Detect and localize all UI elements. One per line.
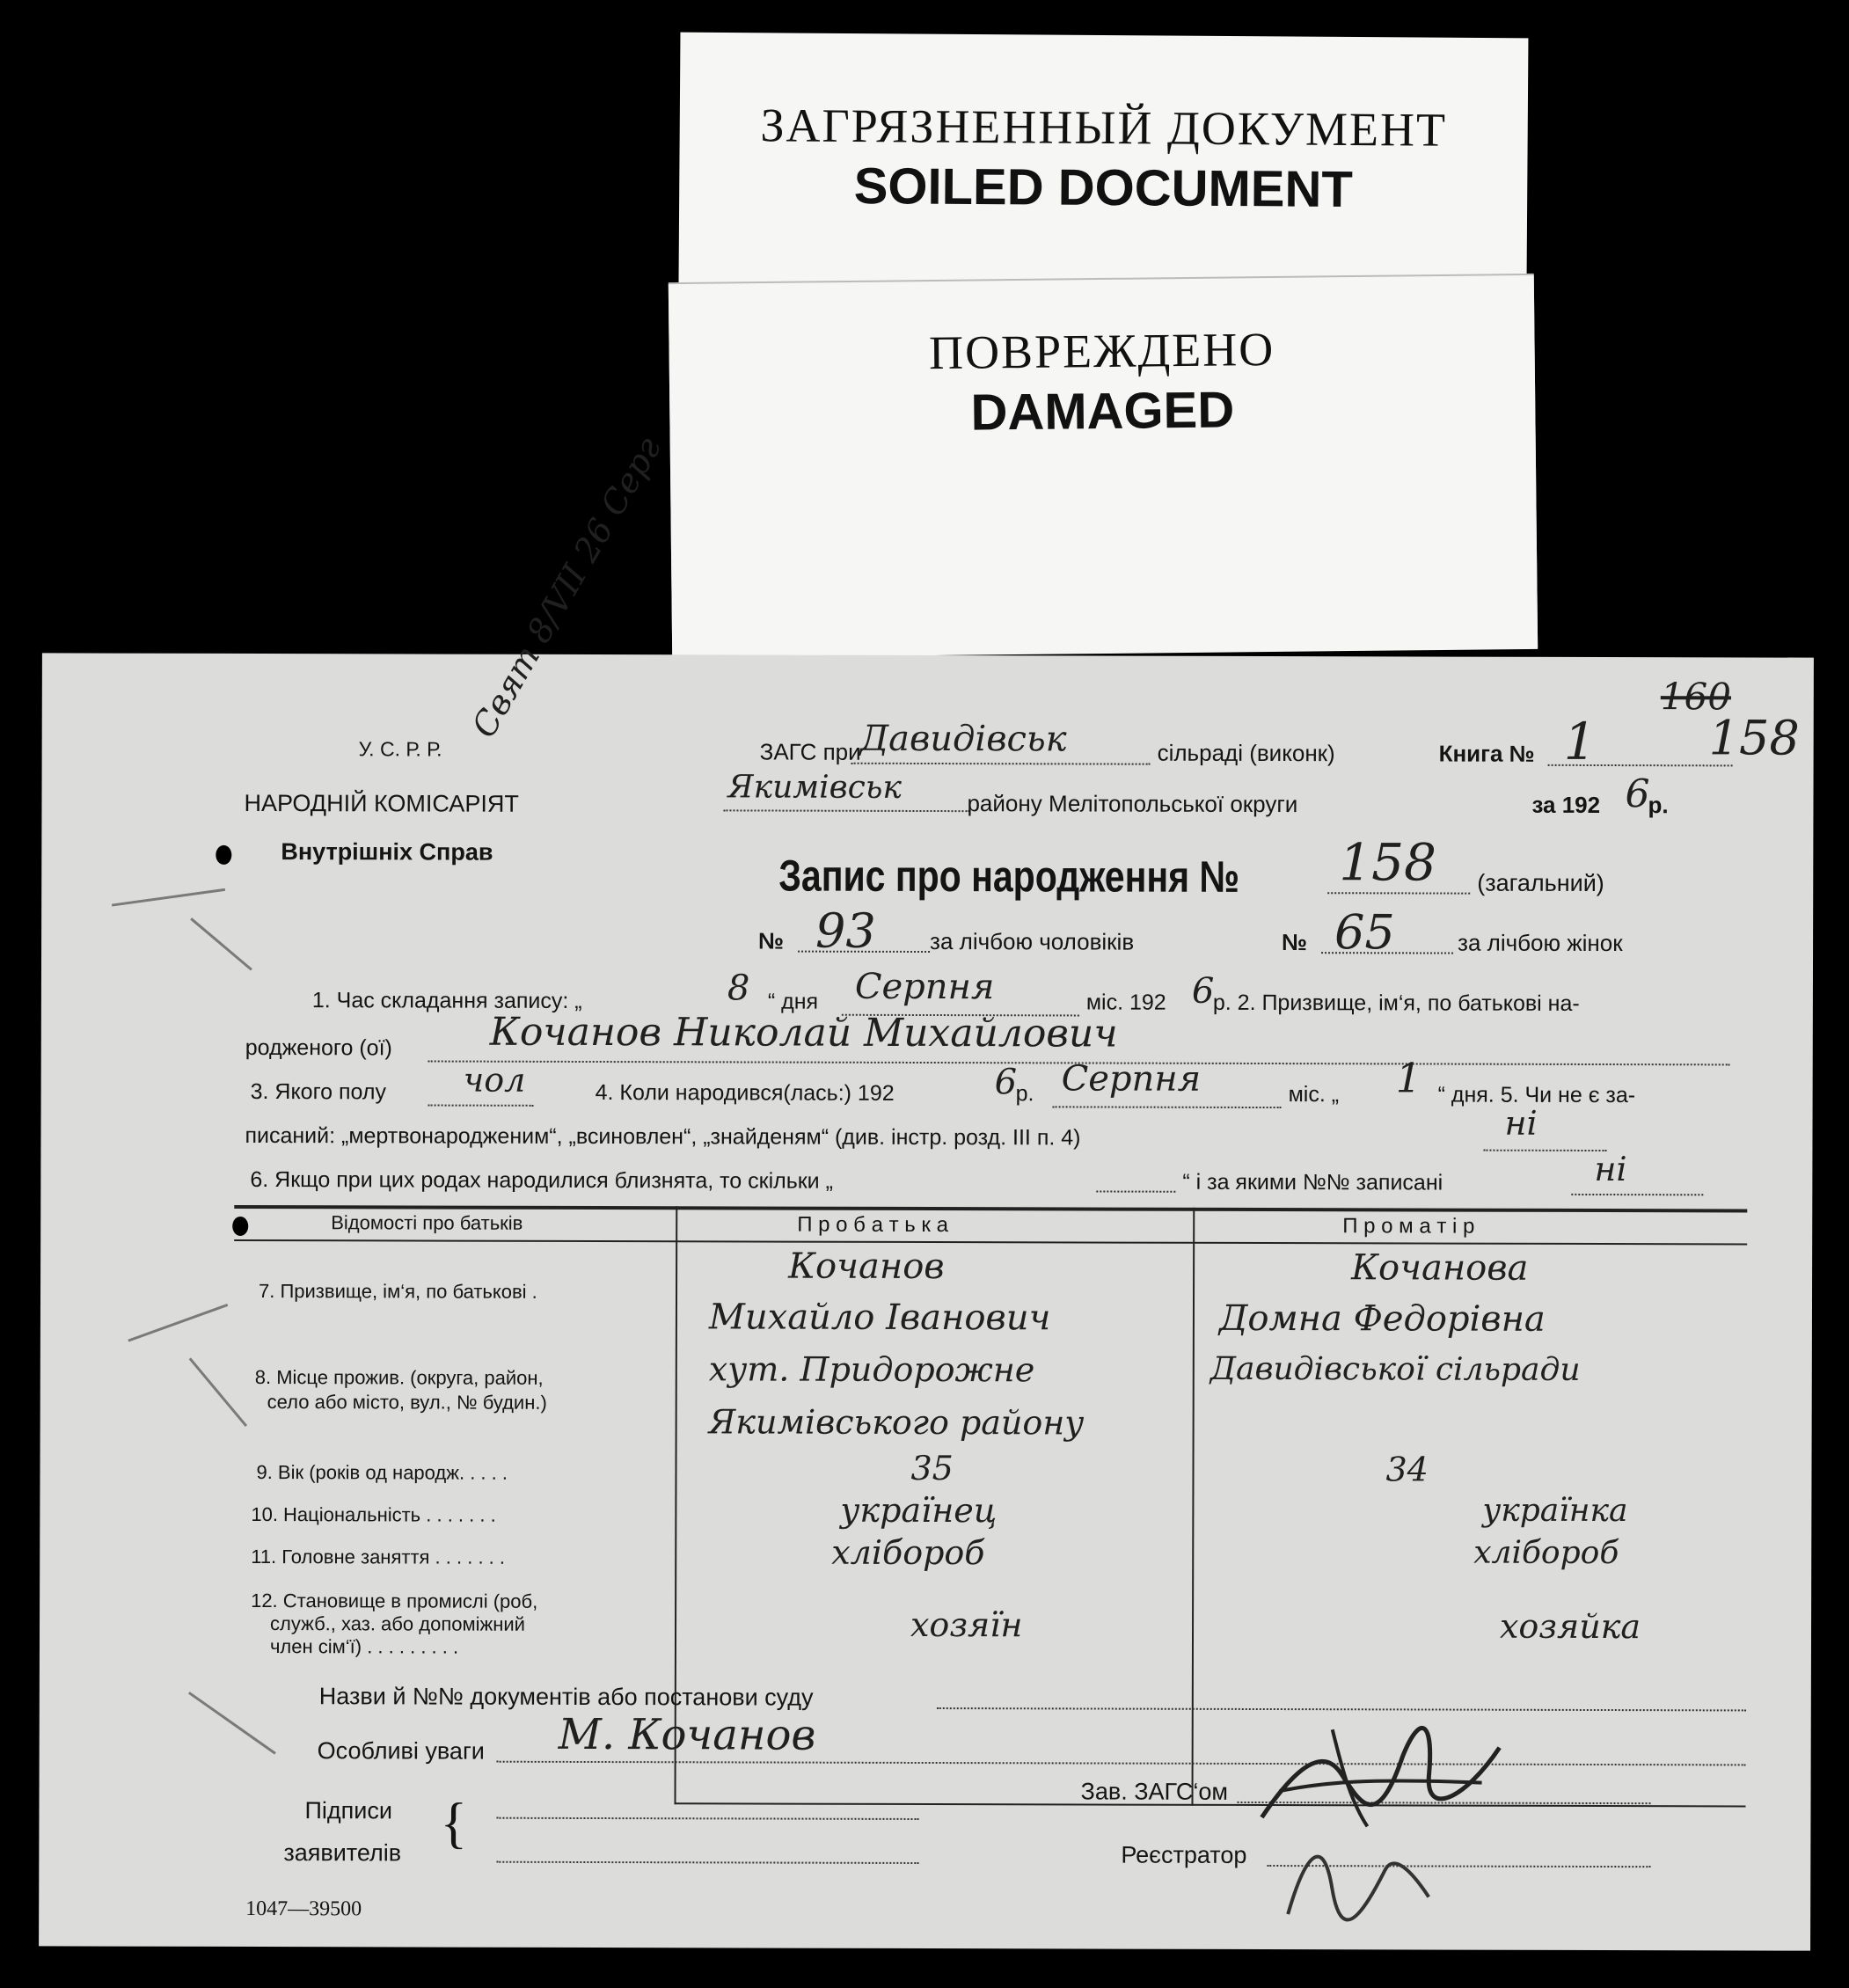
row-8-label-2: село або місто, вул., № будин.) <box>267 1391 547 1414</box>
field-4-month: Серпня <box>1061 1058 1202 1100</box>
field-1-label: 1. Час складання запису: „ <box>311 988 582 1013</box>
row-8-label: 8. Місце прожив. (округа, район, <box>254 1366 544 1389</box>
book-label: Книга № <box>1438 740 1535 767</box>
row-10-label: 10. Національність . . . . . . . <box>251 1502 496 1526</box>
signatures-label-2: заявителів <box>283 1839 402 1867</box>
record-number-line <box>1327 892 1470 894</box>
paper-tear <box>190 917 252 970</box>
field-5-label: “ дня. 5. Чи не є за- <box>1437 1082 1636 1108</box>
father-nationality: українец <box>840 1490 998 1531</box>
field-1-year-digit: 6 <box>1191 970 1215 1012</box>
village-line <box>851 763 1151 765</box>
field-1-day-label: “ дня <box>767 989 819 1014</box>
signature-line-2 <box>496 1861 918 1864</box>
village-value: Давидівськ <box>859 718 1067 760</box>
father-name: Михайло Іванович <box>708 1297 1051 1339</box>
father-status: хозяїн <box>910 1604 1023 1645</box>
row-12-label-2: служб., хаз. або допоміжний <box>270 1612 525 1635</box>
notes-label: Особливі уваги <box>317 1737 485 1765</box>
paper-tear <box>189 1357 247 1427</box>
year-digit: 6 <box>1625 771 1650 817</box>
village-council-label: сільраді (виконк) <box>1157 739 1335 767</box>
mother-surname: Кочанова <box>1351 1247 1529 1289</box>
table-header-rule <box>234 1239 1747 1246</box>
male-count-number: 93 <box>815 903 876 959</box>
field-4-label: 4. Коли народився(лась:) 192 <box>595 1080 895 1106</box>
female-count-prefix: № <box>1282 929 1308 956</box>
punch-hole <box>216 845 231 865</box>
mother-age: 34 <box>1385 1450 1429 1489</box>
field-6-count-line <box>1096 1191 1175 1193</box>
field-3-label: 3. Якого полу <box>250 1078 387 1105</box>
book-fraction-top: 160 <box>1660 675 1732 719</box>
field-6-label: 6. Якщо при цих родах народилися близнята, то скільки „ <box>250 1166 833 1194</box>
punch-hole <box>232 1217 248 1236</box>
commissariat-label: НАРОДНІЙ КОМІСАРІЯТ <box>244 789 519 817</box>
col-father-header: П р о б а т ь к а <box>797 1212 948 1238</box>
father-residence-2: Якимівського району <box>708 1402 1085 1443</box>
damaged-label-en: DAMAGED <box>970 381 1235 442</box>
row-11-label: 11. Головне заняття . . . . . . . <box>251 1545 506 1568</box>
year-label: за 192 <box>1531 791 1601 819</box>
field-1-month: Серпня <box>854 966 995 1008</box>
female-count-number: 65 <box>1334 904 1395 961</box>
notes-value: М. Кочанов <box>558 1709 816 1760</box>
district-value: Якимівськ <box>727 769 902 806</box>
female-count-line <box>1321 952 1453 954</box>
field-4-month-line <box>1053 1106 1282 1108</box>
male-count-prefix: № <box>758 927 785 954</box>
paper-tear <box>112 888 225 907</box>
documents-label: Назви й №№ документів або постанови суду <box>318 1683 814 1711</box>
registrar-label: Реєстратор <box>1121 1841 1247 1868</box>
father-occupation: хлібороб <box>831 1532 985 1573</box>
field-2-value: Кочанов Николай Михайлович <box>489 1009 1118 1056</box>
signatures-label-1: Підписи <box>304 1797 392 1824</box>
row-12-label-3: член сім‘ї) . . . . . . . . . <box>269 1635 459 1658</box>
col-info-header: Відомості про батьків <box>331 1211 523 1234</box>
book-number: 1 <box>1563 711 1597 771</box>
damaged-label-ru: ПОВРЕЖДЕНО <box>928 322 1275 380</box>
field-5-value: ні <box>1504 1103 1538 1143</box>
female-count-label: за лічбою жінок <box>1458 929 1623 957</box>
male-count-label: за лічбою чоловіків <box>930 928 1135 955</box>
book-fraction-bottom: 158 <box>1708 710 1800 766</box>
field-4-day-label: міс. „ <box>1288 1082 1340 1107</box>
mother-occupation: хлібороб <box>1473 1534 1619 1572</box>
paper-tear <box>128 1304 228 1342</box>
field-1-year: міс. 192 <box>1085 990 1166 1015</box>
field-5-label-2: писаний: „мертвонародженим“, „всиновлен“, „знайденям“ (див. інстр. розд. III п. 4) <box>245 1122 1081 1151</box>
field-4-year-suffix: р. <box>1015 1081 1034 1107</box>
zags-at-label: ЗАГС при <box>759 738 861 765</box>
father-surname: Кочанов <box>788 1246 945 1288</box>
col-mother-header: П р о м а т і р <box>1342 1214 1475 1239</box>
head-label: Зав. ЗАГС‘ом <box>1080 1778 1229 1805</box>
father-residence: хут. Придорожне <box>708 1349 1035 1390</box>
mother-status: хозяйка <box>1499 1606 1641 1647</box>
male-count-line <box>798 951 930 953</box>
field-4-day: 1 <box>1395 1054 1422 1102</box>
field-6-label-2: “ і за якими №№ записані <box>1182 1169 1443 1195</box>
row-12-label: 12. Становище в промислі (роб, <box>251 1589 538 1612</box>
mother-nationality: українка <box>1482 1492 1628 1530</box>
field-3-line <box>428 1105 534 1107</box>
row-7-label: 7. Призвище, ім‘я, по батькові . <box>258 1280 537 1303</box>
internal-affairs-label: Внутрішніх Справ <box>281 838 493 866</box>
record-general-label: (загальний) <box>1477 869 1604 897</box>
father-age: 35 <box>910 1448 954 1488</box>
registrar-signature <box>1270 1817 1446 1941</box>
field-6-line <box>1571 1194 1703 1195</box>
district-line <box>723 809 969 812</box>
field-4-year-digit: 6 <box>994 1062 1018 1103</box>
field-1-year-suffix: р. 2. Призвище, ім‘я, по батькові на- <box>1212 990 1580 1016</box>
mother-residence: Давидівської сільради <box>1210 1350 1581 1388</box>
district-label: району Мелітопольської округи <box>967 790 1298 818</box>
birth-record-form <box>39 430 1814 1950</box>
field-1-day: 8 <box>727 968 750 1009</box>
usrr-label: У. С. Р. Р. <box>358 737 442 761</box>
soiled-label-ru: ЗАГРЯЗНЕННЫЙ ДОКУМЕНТ <box>760 99 1448 157</box>
notes-line <box>497 1761 1746 1766</box>
field-5-line <box>1483 1150 1606 1151</box>
field-2-label: родженого (ої) <box>245 1034 392 1061</box>
field-6-value: ні <box>1594 1149 1627 1189</box>
paper-tear <box>188 1692 276 1755</box>
record-title: Запис про народження № <box>778 851 1240 902</box>
mother-name: Домна Федорівна <box>1218 1297 1546 1340</box>
field-3-value: чол <box>463 1060 526 1100</box>
table-col-divider-2 <box>1192 1208 1195 1806</box>
signature-line-1 <box>496 1817 918 1820</box>
row-9-label: 9. Вік (років од народж. . . . . <box>256 1461 508 1484</box>
marginal-handwritten-note: Свят 8/VII 26 Серг <box>464 430 669 744</box>
damaged-document-card <box>669 275 1538 658</box>
year-suffix: р. <box>1648 792 1669 819</box>
soiled-label-en: SOILED DOCUMENT <box>853 157 1354 218</box>
signatures-brace: { <box>440 1791 468 1854</box>
record-number: 158 <box>1339 832 1437 893</box>
print-code: 1047—39500 <box>245 1897 362 1921</box>
